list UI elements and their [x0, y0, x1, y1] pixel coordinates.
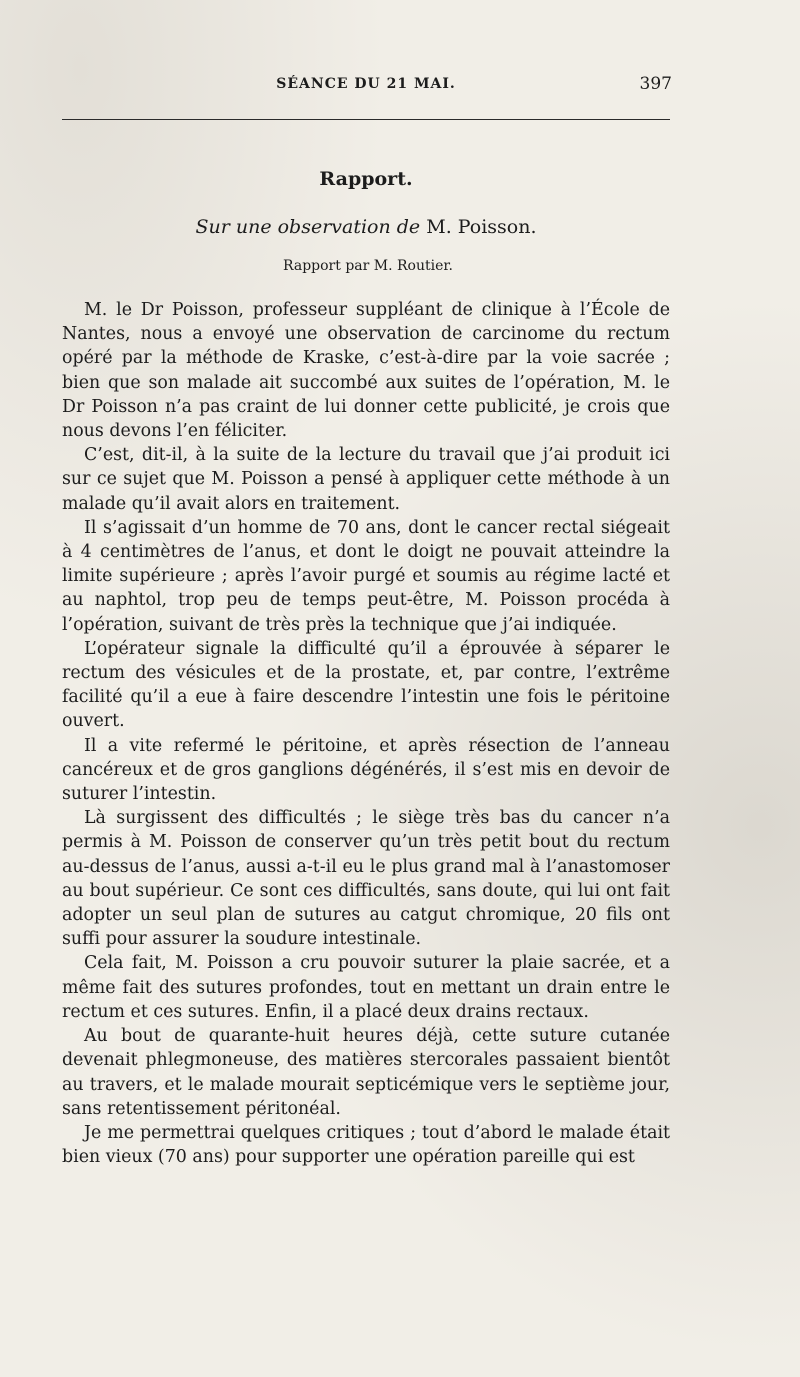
paragraph: Il a vite refermé le péritoine, et après résection de l’anneau cancéreux et de gros ganglions dégénérés, il s’est mis en devoir de suturer l’intestin.	[62, 735, 670, 805]
paragraph: C’est, dit-il, à la suite de la lecture du travail que j’ai produit ici sur ce sujet que M. Poisson a pensé à appliquer cette méthode à un malade qu’il avait alors en traitement.	[62, 445, 670, 514]
header-rule	[62, 119, 670, 120]
subtitle-italic: Sur une observation de	[195, 216, 421, 238]
page-header	[60, 76, 672, 102]
body-text	[62, 298, 670, 1169]
paragraph: Cela fait, M. Poisson a cru pouvoir suturer la plaie sacrée, et a même fait des sutures profondes, tout en mettant un drain entre le rectum et ces sutures. Enfin, il a placé deux drains rectaux.	[62, 953, 670, 1022]
section-subtitle	[0, 216, 732, 238]
paragraph: Je me permettrai quelques critiques ; tout d’abord le malade était bien vieux (70 ans) pour supporter une opération pareille qui est	[62, 1122, 670, 1168]
byline: Rapport par M. Routier.	[283, 258, 453, 274]
running-title: SÉANCE DU 21 MAI.	[276, 76, 456, 92]
paragraph: Il s’agissait d’un homme de 70 ans, dont le cancer rectal siégeait à 4 centimètres de l’anus, et dont le doigt ne pouvait atteindre la limite supérieure ; après l’avoir purgé et soumis au régime lacté et au naphtol, trop peu de temps peut-être, M. Poisson procéda à l’opération, suivant de très près la technique que j’ai indiquée.	[62, 517, 670, 635]
subtitle-name: M. Poisson.	[426, 216, 537, 238]
section-title: Rapport.	[319, 168, 413, 190]
paragraph: Là surgissent des difficultés ; le siège très bas du cancer n’a permis à M. Poisson de conserver qu’un très petit bout du rectum au-dessus de l’anus, aussi a-t-il eu le plus grand mal à l’anastomoser au bout supérieur. Ce sont ces difficultés, sans doute, qui lui ont fait adopter un seul plan de sutures au catgut chromique, 20 fils ont suffi pour assurer la soudure intestinale.	[62, 808, 670, 950]
paragraph: L’opérateur signale la difficulté qu’il a éprouvée à séparer le rectum des vésicules et de la prostate, et, par contre, l’extrême facilité qu’il a eue à faire descendre l’intestin une fois le péritoine ouvert.	[62, 638, 670, 732]
paragraph: M. le Dr Poisson, professeur suppléant de clinique à l’École de Nantes, nous a envoyé une observation de carcinome du rectum opéré par la méthode de Kraske, c’est-à-dire par la voie sacrée ; bien que son malade ait succombé aux suites de l’opération, M. le Dr Poisson n’a pas craint de lui donner cette publicité, je crois que nous devons l’en féliciter.	[62, 300, 670, 442]
page-number: 397	[639, 74, 672, 94]
paragraph: Au bout de quarante-huit heures déjà, cette suture cutanée devenait phlegmoneuse, des matières stercorales passaient bientôt au travers, et le malade mourait septicémique vers le septième jour, sans retentissement péritonéal.	[62, 1026, 670, 1119]
